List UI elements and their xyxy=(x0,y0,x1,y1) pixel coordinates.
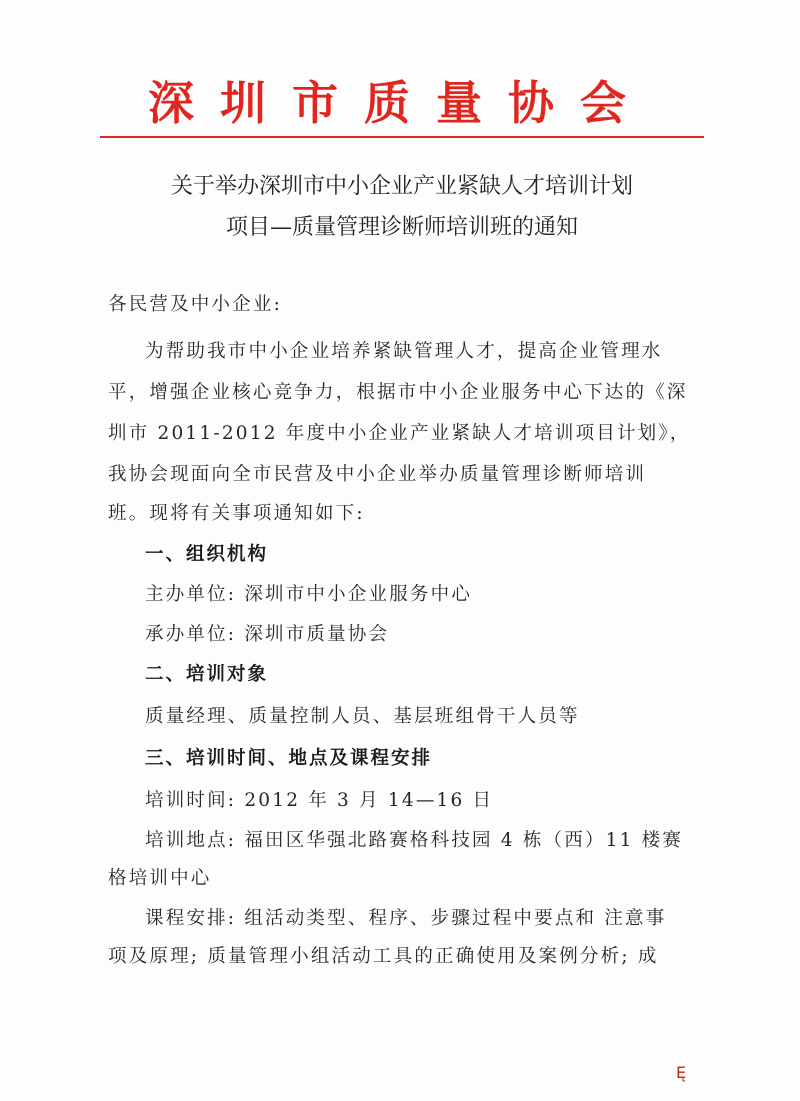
intro-line-3: 圳市 2011-2012 年度中小企业产业紧缺人才培训项目计划》， xyxy=(108,423,691,444)
intro-line-1: 为帮助我市中小企业培养紧缺管理人才，提高企业管理水 xyxy=(145,341,663,362)
page-mark: Ę xyxy=(676,1063,687,1082)
intro-line-4: 我协会现面向全市民营及中小企业举办质量管理诊断师培训 xyxy=(108,464,647,485)
section-1-heading: 一、组织机构 xyxy=(145,544,269,565)
host-organization: 主办单位: 深圳市中小企业服务中心 xyxy=(145,584,473,605)
course-schedule-line-1: 课程安排: 组活动类型、程序、步骤过程中要点和 注意事 xyxy=(145,908,667,929)
section-2-heading: 二、培训对象 xyxy=(145,664,269,685)
course-schedule-line-2: 项及原理; 质量管理小组活动工具的正确使用及案例分析; 成 xyxy=(108,946,659,967)
organizing-organization: 承办单位: 深圳市质量协会 xyxy=(145,624,390,645)
training-location-line-2: 格培训中心 xyxy=(108,868,212,889)
document-title-line-1: 关于举办深圳市中小企业产业紧缺人才培训计划 xyxy=(170,174,633,199)
intro-line-5: 班。现将有关事项通知如下: xyxy=(108,503,365,524)
document-title-line-2: 项目—质量管理诊断师培训班的通知 xyxy=(225,215,578,240)
section-3-heading: 三、培训时间、地点及课程安排 xyxy=(145,748,433,769)
training-location-line-1: 培训地点: 福田区华强北路赛格科技园 4 栋（西）11 楼赛 xyxy=(145,830,684,851)
training-time: 培训时间: 2012 年 3 月 14—16 日 xyxy=(145,790,494,811)
intro-line-2: 平，增强企业核心竞争力，根据市中小企业服务中心下达的《深 xyxy=(108,382,688,403)
training-audience: 质量经理、质量控制人员、基层班组骨干人员等 xyxy=(145,706,580,727)
letterhead-red-rule xyxy=(100,136,704,138)
salutation: 各民营及中小企业: xyxy=(108,294,283,315)
letterhead-org-name: 深圳市质量协会 xyxy=(148,76,652,130)
